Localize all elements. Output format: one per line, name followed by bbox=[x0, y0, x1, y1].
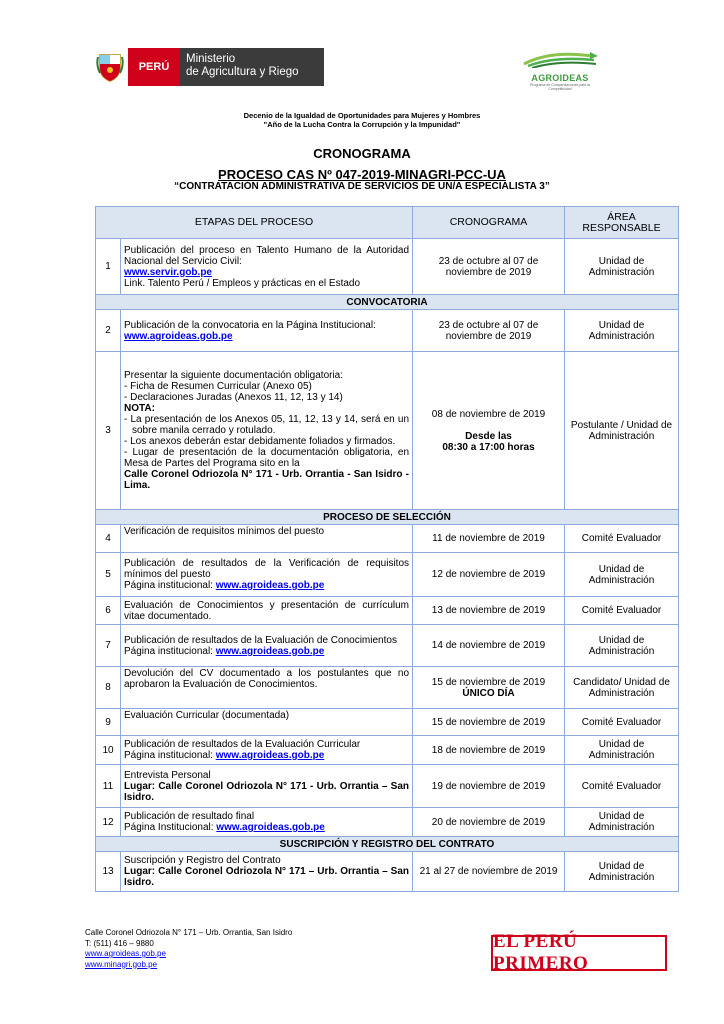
agroideas-link[interactable]: www.agroideas.gob.pe bbox=[216, 822, 325, 833]
process-title: PROCESO CAS Nº 047-2019-MINAGRI-PCC-UA bbox=[218, 167, 506, 182]
footer-contact bbox=[85, 928, 292, 970]
agroideas-link[interactable]: www.agroideas.gob.pe bbox=[215, 580, 325, 591]
agroideas-link[interactable]: www.agroideas.gob.pe bbox=[124, 330, 233, 342]
el-peru-primero-logo: EL PERÚ PRIMERO bbox=[491, 935, 667, 971]
table-row: 13 Suscripción y Registro del Contrato Lugar: Calle Coronel Odriozola N° 171 – Urb. Orrantia – San Isidro. 21 al 27 de noviembre de 2019 Unidad de Administración bbox=[96, 852, 679, 892]
table-row: 4 Verificación de requisitos mínimos del puesto 11 de noviembre de 2019 Comité Evaluador bbox=[96, 525, 679, 553]
contract-title: “CONTRATACIÓN ADMINISTRATIVA DE SERVICIOS DE UN/A ESPECIALISTA 3” bbox=[174, 181, 550, 192]
table-row: 7 Publicación de resultados de la Evaluación de Conocimientos Página institucional: www.agroideas.gob.pe 14 de noviembre de 2019 Unidad de Administración bbox=[96, 625, 679, 667]
ministry-name: Ministerio de Agricultura y Riego bbox=[180, 48, 324, 86]
footer-minagri-link[interactable]: www.minagri.gob.pe bbox=[85, 959, 158, 969]
table-row: 6 Evaluación de Conocimientos y presentación de currículum vitae documentado. 13 de noviembre de 2019 Comité Evaluador bbox=[96, 597, 679, 625]
table-row: 8 Devolución del CV documentado a los postulantes que no aprobaron la Evaluación de Conocimientos. 15 de noviembre de 2019 ÚNICO DÍA Candidato/ Unidad de Administración bbox=[96, 667, 679, 709]
table-row: 1 Publicación del proceso en Talento Humano de la Autoridad Nacional del Servicio Civil: www.servir.gob.pe Link. Talento Perú / Empleos y prácticas en el Estado 23 de octubre al 07 de noviembre de 2019 Unidad de Administración bbox=[96, 239, 679, 295]
coat-of-arms-icon bbox=[92, 48, 128, 86]
table-row: 2 Publicación de la convocatoria en la Página Institucional: www.agroideas.gob.pe 23 de octubre al 07 de noviembre de 2019 Unidad de Administración bbox=[96, 310, 679, 352]
footer-agroideas-link[interactable]: www.agroideas.gob.pe bbox=[85, 949, 166, 958]
servir-link[interactable]: www.servir.gob.pe bbox=[124, 266, 212, 278]
footer-phone: T: (511) 416 – 9880 bbox=[85, 938, 154, 948]
agroideas-link[interactable]: www.agroideas.gob.pe bbox=[215, 750, 325, 761]
table-row: 11 Entrevista Personal Lugar: Calle Coronel Odriozola N° 171 - Urb. Orrantia – San Isidro. 19 de noviembre de 2019 Comité Evaluador bbox=[96, 765, 679, 808]
table-row: 3 Presentar la siguiente documentación obligatoria: - Ficha de Resumen Curricular (Anexo 05) - Declaraciones Juradas (Anexos 11, 12, 13 y 14) NOTA: - La presentación de los Anexos 05, 11, 12, 13 y 14, será en un sobre manila cerrado y rotulado. - Los anexos deberán estar debidamente foliados y firmados. - Lugar de presentación de la documentación obligatoria, en Mesa de Partes del Programa sito en la Calle Coronel Odriozola N° 171 - Urb. Orrantia - San Isidro - Lima. 08 de noviembre de 2019 Desde las 08:30 a 17:00 horas Postulante / Unidad de Administración bbox=[96, 352, 679, 510]
agroideas-link[interactable]: www.agroideas.gob.pe bbox=[215, 645, 325, 657]
ministry-logo bbox=[92, 48, 324, 86]
footer-address: Calle Coronel Odriozola N° 171 – Urb. Orrantia, San Isidro bbox=[85, 928, 293, 937]
header-area: ÁREA RESPONSABLE bbox=[565, 207, 679, 239]
schedule-table bbox=[95, 206, 679, 892]
section-seleccion: PROCESO DE SELECCIÓN bbox=[96, 510, 679, 525]
decree-line-1: Decenio de la Igualdad de Oportunidades para Mujeres y Hombres bbox=[243, 111, 481, 120]
section-contrato: SUSCRIPCIÓN Y REGISTRO DEL CONTRATO bbox=[96, 837, 679, 852]
table-row: 5 Publicación de resultados de la Verificación de requisitos mínimos del puesto Página institucional: www.agroideas.gob.pe 12 de noviembre de 2019 Unidad de Administración bbox=[96, 553, 679, 597]
section-convocatoria: CONVOCATORIA bbox=[96, 295, 679, 310]
agroideas-leaf-icon bbox=[520, 48, 600, 68]
table-header-row bbox=[96, 207, 679, 239]
peru-label: PERÚ bbox=[128, 48, 180, 86]
table-row: 12 Publicación de resultado final Página Institucional: www.agroideas.gob.pe 20 de noviembre de 2019 Unidad de Administración bbox=[96, 808, 679, 837]
table-row: 9 Evaluación Curricular (documentada) 15 de noviembre de 2019 Comité Evaluador bbox=[96, 709, 679, 736]
decree-line-2: "Año de la Lucha Contra la Corrupción y la Impunidad" bbox=[263, 120, 461, 129]
page-title: CRONOGRAMA bbox=[313, 146, 411, 161]
header-schedule: CRONOGRAMA bbox=[413, 207, 565, 239]
table-row: 10 Publicación de resultados de la Evaluación Curricular Página institucional: www.agroideas.gob.pe 18 de noviembre de 2019 Unidad de Administración bbox=[96, 736, 679, 765]
agroideas-logo: AGROIDEAS Programa de Compensaciones para la Competitividad bbox=[518, 48, 602, 90]
header-stages: ETAPAS DEL PROCESO bbox=[96, 207, 413, 239]
address-text: Calle Coronel Odriozola N° 171 - Urb. Orrantia - San Isidro - Lima. bbox=[124, 469, 410, 491]
